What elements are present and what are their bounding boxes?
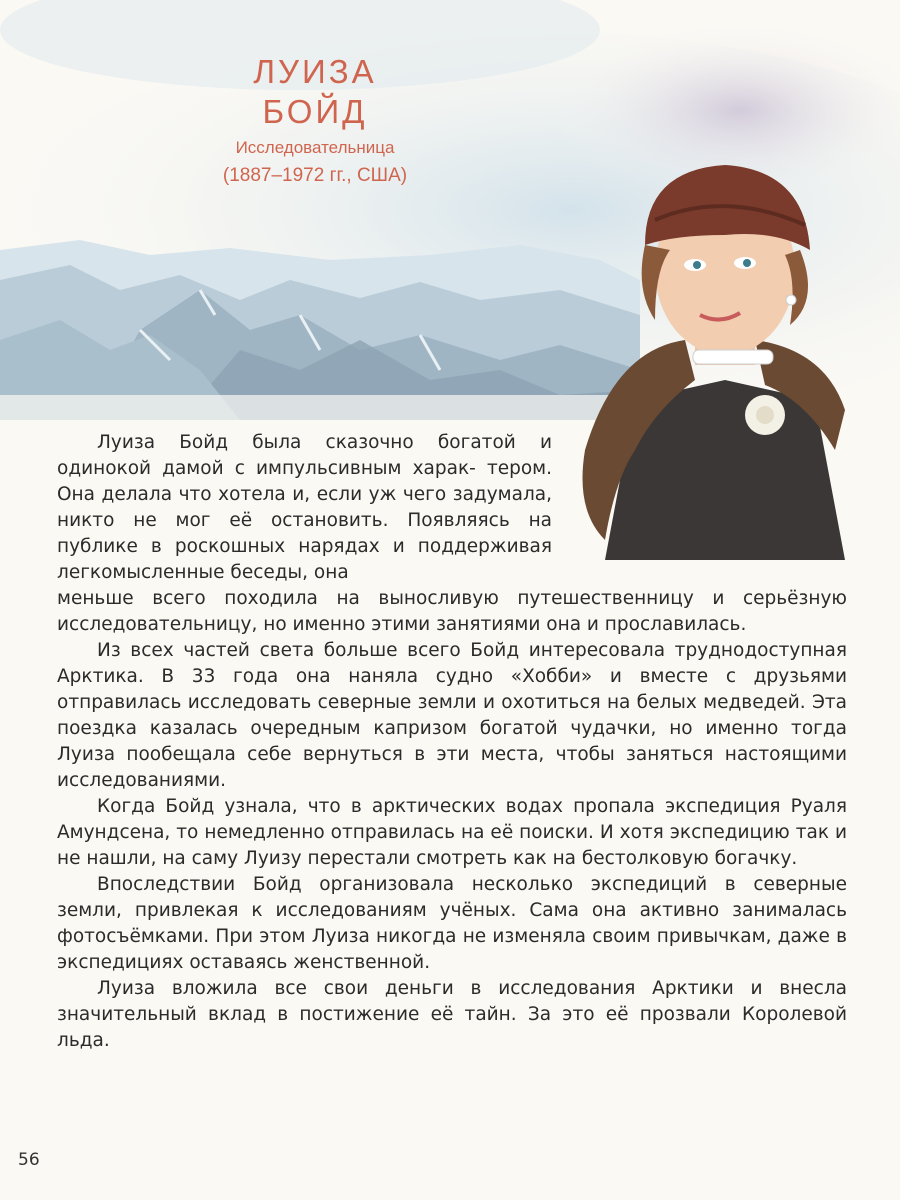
intro-paragraph [57,430,552,586]
paragraph: Когда Бойд узнала, что в арктических водах пропала экспедиция Руаля Амундсена, то немедленно отправилась на её поиски. И хотя экспедицию так и не нашли, на саму Луизу перестали смотреть как на бестолковую богачку. [57,796,847,869]
page-title: ЛУИЗА БОЙД [253,53,377,130]
paragraph: Луиза вложила все свои деньги в исследования Арктики и внесла значительный вклад в постижение её тайн. За это её прозвали Королевой льда. [57,978,847,1051]
intro-line: Луиза Бойд была сказочно богатой [97,432,516,453]
article-body [57,430,847,1054]
intro-line: Появляясь на публике в роскошных нарядах [57,510,552,557]
mountains-illustration [0,220,640,420]
intro-line: чего задумала, никто не мог её остановить. [57,484,552,531]
paragraph: Впоследствии Бойд организовала несколько экспедиций в северные земли, привлекая к исследованиям учёных. Сама она активно занималась фотосъёмками. При этом Луиза никогда не изменяла своим привычкам, даже в экспедициях оставаясь женственной. [57,874,847,973]
intro-paragraph-continued: меньше всего походила на выносливую путешественницу и серьёзную исследовательницу, но именно этими занятиями она и прославилась. [57,588,847,635]
intro-line: и одинокой дамой с импульсивным харак- [57,432,552,479]
subtitle-role: Исследовательница [235,138,395,157]
intro-line: тером. Она делала что хотела и, если уж [57,458,552,505]
intro-line: и поддерживая легкомысленные беседы, она [57,536,552,583]
page-number: 56 [18,1150,40,1170]
paragraph: Из всех частей света больше всего Бойд интересовала труднодоступная Арктика. В 33 года она наняла судно «Хобби» и вместе с друзьями отправилась исследовать северные земли и охотиться на белых медведей. Эта поездка казалась очередным капризом богатой чудачки, но именно тогда Луиза пообещала себе вернуться в эти места, чтобы заняться настоящими исследованиями. [57,640,847,791]
subtitle-years: (1887–1972 гг., США) [222,165,408,186]
title-block [215,52,415,190]
